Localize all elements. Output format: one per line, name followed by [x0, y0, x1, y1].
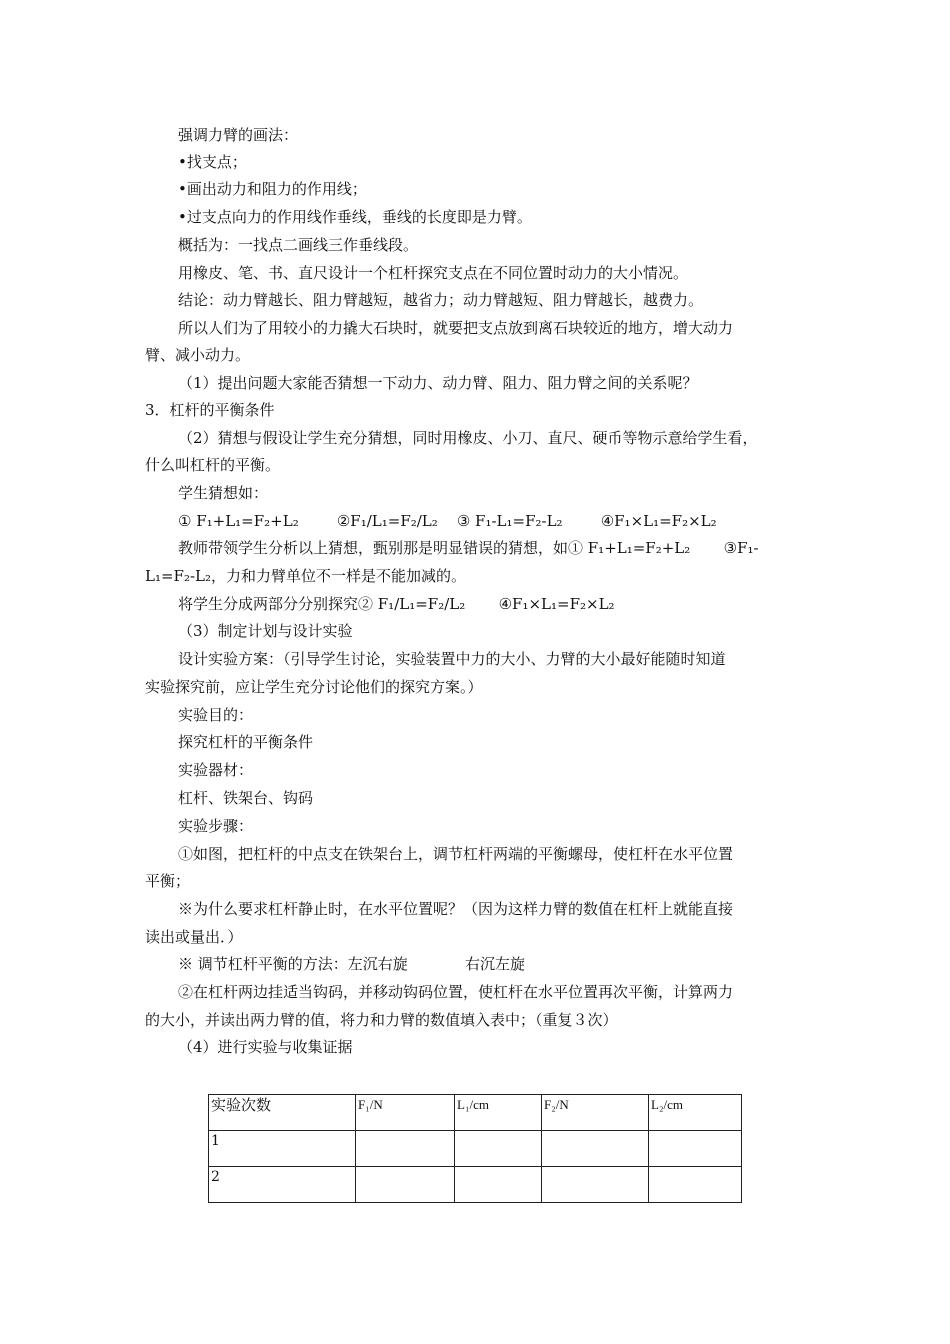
text-line: 实验器材： — [178, 761, 254, 779]
text-line: ※为什么要求杠杆静止时，在水平位置呢？（因为这样力臂的数值在杠杆上就能直接 — [178, 900, 734, 918]
table-header-cell: 实验次数 — [209, 1095, 356, 1131]
text-line: （1）提出问题大家能否猜想一下动力、动力臂、阻力、阻力臂之间的关系呢？ — [178, 374, 698, 392]
text-line: 将学生分成两部分分别探究② F₁/L₁=F₂/L₂ ④F₁×L₁=F₂×L₂ — [178, 595, 615, 613]
text-line: 概括为：一找点二画线三作垂线段。 — [178, 236, 419, 254]
table-row — [209, 1167, 742, 1203]
table-cell — [649, 1167, 742, 1203]
text-line: 杠杆、铁架台、钩码 — [178, 789, 314, 807]
text-line: 学生猜想如： — [178, 484, 269, 502]
text-line: ①如图，把杠杆的中点支在铁架台上，调节杠杆两端的平衡螺母，使杠杆在水平位置 — [178, 845, 734, 863]
table-header-cell: F₁/N — [356, 1095, 455, 1131]
bullet-line: •找支点； — [178, 153, 247, 171]
table-header-cell: L₂/cm — [649, 1095, 742, 1131]
text-line: 什么叫杠杆的平衡。 — [145, 456, 281, 474]
text-line: 探究杠杆的平衡条件 — [178, 733, 314, 751]
text-line: （3）制定计划与设计实验 — [178, 622, 353, 640]
table-header-cell: F₂/N — [542, 1095, 649, 1131]
table-cell — [455, 1167, 542, 1203]
table-cell — [455, 1131, 542, 1167]
text-line: 实验目的： — [178, 706, 254, 724]
text-line: （4）进行实验与收集证据 — [178, 1038, 353, 1056]
text-line: L₁=F₂-L₂，力和力臂单位不一样是不能加减的。 — [145, 567, 467, 585]
text-line: （2）猜想与假设让学生充分猜想，同时用橡皮、小刀、直尺、硬币等物示意给学生看， — [178, 429, 758, 447]
experiment-data-table — [208, 1094, 742, 1203]
text-line: 平衡； — [145, 872, 191, 890]
text-line: 强调力臂的画法： — [178, 126, 299, 144]
table-row — [209, 1131, 742, 1167]
text-line: 臂、减小动力。 — [145, 346, 251, 364]
table-cell — [356, 1167, 455, 1203]
text-line: 设计实验方案：（引导学生讨论，实验装置中力的大小、力臂的大小最好能随时知道 — [178, 650, 726, 668]
text-line: 的大小，并读出两力臂的值，将力和力臂的数值填入表中；（重复３次） — [145, 1011, 618, 1029]
table-cell — [356, 1131, 455, 1167]
text-line: 所以人们为了用较小的力撬大石块时，就要把支点放到离石块较近的地方，增大动力 — [178, 319, 734, 337]
table-cell — [649, 1131, 742, 1167]
table-cell: 1 — [209, 1131, 356, 1167]
table-header-cell: L₁/cm — [455, 1095, 542, 1131]
table-cell — [542, 1131, 649, 1167]
formula-line: ① F₁+L₁=F₂+L₂ ②F₁/L₁=F₂/L₂ ③ F₁-L₁=F₂-L₂ ④F₁×L₁=F₂×L₂ — [178, 512, 717, 530]
text-line: 教师带领学生分析以上猜想，甄别那是明显错误的猜想，如① F₁+L₁=F₂+L₂ ③F₁- — [178, 539, 759, 557]
bullet-line: •画出动力和阻力的作用线； — [178, 180, 367, 198]
table-header-row — [209, 1095, 742, 1131]
text-line: 实验探究前，应让学生充分讨论他们的探究方案。） — [145, 678, 483, 696]
table-cell: 2 — [209, 1167, 356, 1203]
text-line: 读出或量出．） — [145, 928, 243, 946]
text-line: ※ 调节杠杆平衡的方法：左沉右旋 右沉左旋 — [178, 955, 525, 973]
text-line: ②在杠杆两边挂适当钩码，并移动钩码位置，使杠杆在水平位置再次平衡，计算两力 — [178, 983, 734, 1001]
text-line: 实验步骤： — [178, 817, 254, 835]
section-heading: 3．杠杆的平衡条件 — [145, 401, 275, 419]
text-line: 用橡皮、笔、书、直尺设计一个杠杆探究支点在不同位置时动力的大小情况。 — [178, 264, 689, 282]
bullet-line: •过支点向力的作用线作垂线，垂线的长度即是力臂。 — [178, 208, 532, 226]
text-line: 结论：动力臂越长、阻力臂越短，越省力；动力臂越短、阻力臂越长，越费力。 — [178, 291, 704, 309]
table-cell — [542, 1167, 649, 1203]
